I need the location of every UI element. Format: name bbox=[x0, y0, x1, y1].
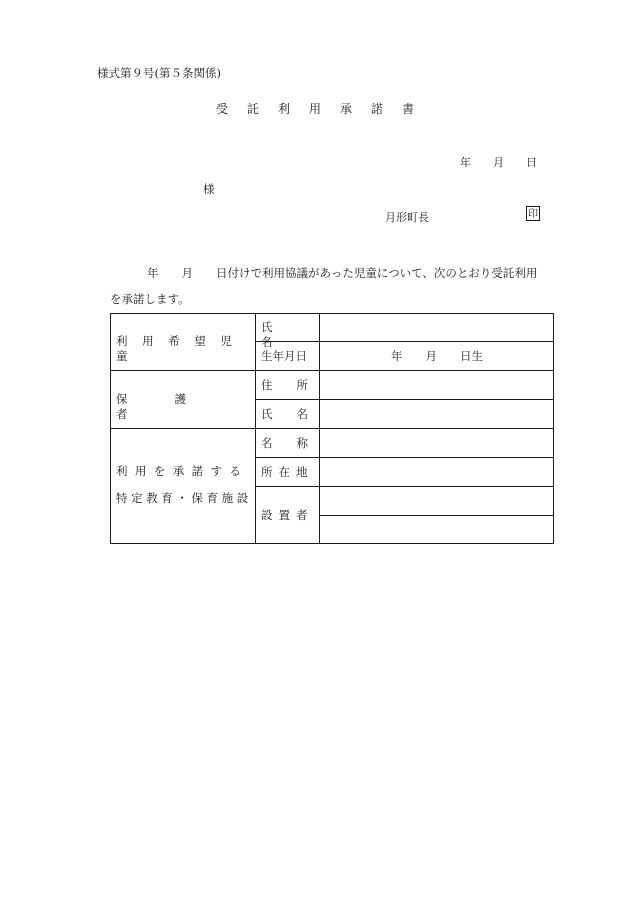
guardian-address-label bbox=[261, 378, 332, 393]
child-birthdate-label bbox=[261, 349, 316, 364]
facility-founder-label bbox=[261, 508, 314, 523]
guardian-name-label-text: 氏名 bbox=[261, 407, 332, 421]
approval-table bbox=[110, 313, 554, 544]
child-name-label-text: 氏名 bbox=[261, 320, 297, 349]
facility-group-label-2 bbox=[116, 491, 252, 506]
facility-group-label-2-text: 特定教育・保育施設 bbox=[116, 491, 252, 505]
child-group-label bbox=[116, 334, 249, 364]
row-separator bbox=[110, 370, 554, 371]
table-border-top bbox=[110, 313, 554, 314]
body-text-line-1: 年 月 日付けで利用協議があった児童について、次のとおり受託利用 bbox=[147, 266, 538, 280]
child-group-label-text: 利用希望児童 bbox=[116, 334, 247, 363]
addressee-suffix: 様 bbox=[203, 182, 215, 196]
issuer-name: 月形町長 bbox=[385, 211, 429, 224]
facility-group-label-1 bbox=[116, 464, 248, 479]
document-title: 受託利用承諾書 bbox=[215, 102, 433, 116]
child-name-label bbox=[261, 320, 313, 350]
row-separator bbox=[255, 399, 554, 400]
guardian-name-label bbox=[261, 407, 332, 422]
table-border-bottom bbox=[110, 543, 554, 544]
facility-name-label bbox=[261, 436, 332, 451]
row-separator bbox=[110, 428, 554, 429]
row-separator bbox=[255, 457, 554, 458]
facility-founder-label-text: 設置者 bbox=[261, 508, 314, 522]
row-separator bbox=[319, 515, 554, 516]
form-number: 様式第９号(第５条関係) bbox=[97, 66, 221, 80]
facility-location-label-text: 所在地 bbox=[261, 465, 314, 479]
facility-name-label-text: 名称 bbox=[261, 436, 332, 450]
guardian-group-label bbox=[116, 392, 256, 422]
body-text-line-2: を承諾します。 bbox=[110, 292, 190, 306]
guardian-address-label-text: 住所 bbox=[261, 378, 332, 392]
child-birthdate-value bbox=[391, 349, 483, 364]
issue-date: 年 月 日 bbox=[460, 156, 537, 169]
child-birthdate-value-text: 年 月 日生 bbox=[391, 349, 483, 363]
guardian-group-label-text: 保護者 bbox=[116, 392, 233, 421]
row-separator bbox=[255, 486, 554, 487]
facility-group-label-1-text: 利用を承諾する bbox=[116, 464, 249, 478]
seal-mark: 印 bbox=[526, 206, 540, 221]
facility-location-label bbox=[261, 465, 314, 480]
child-birthdate-label-text: 生年月日 bbox=[261, 349, 307, 363]
